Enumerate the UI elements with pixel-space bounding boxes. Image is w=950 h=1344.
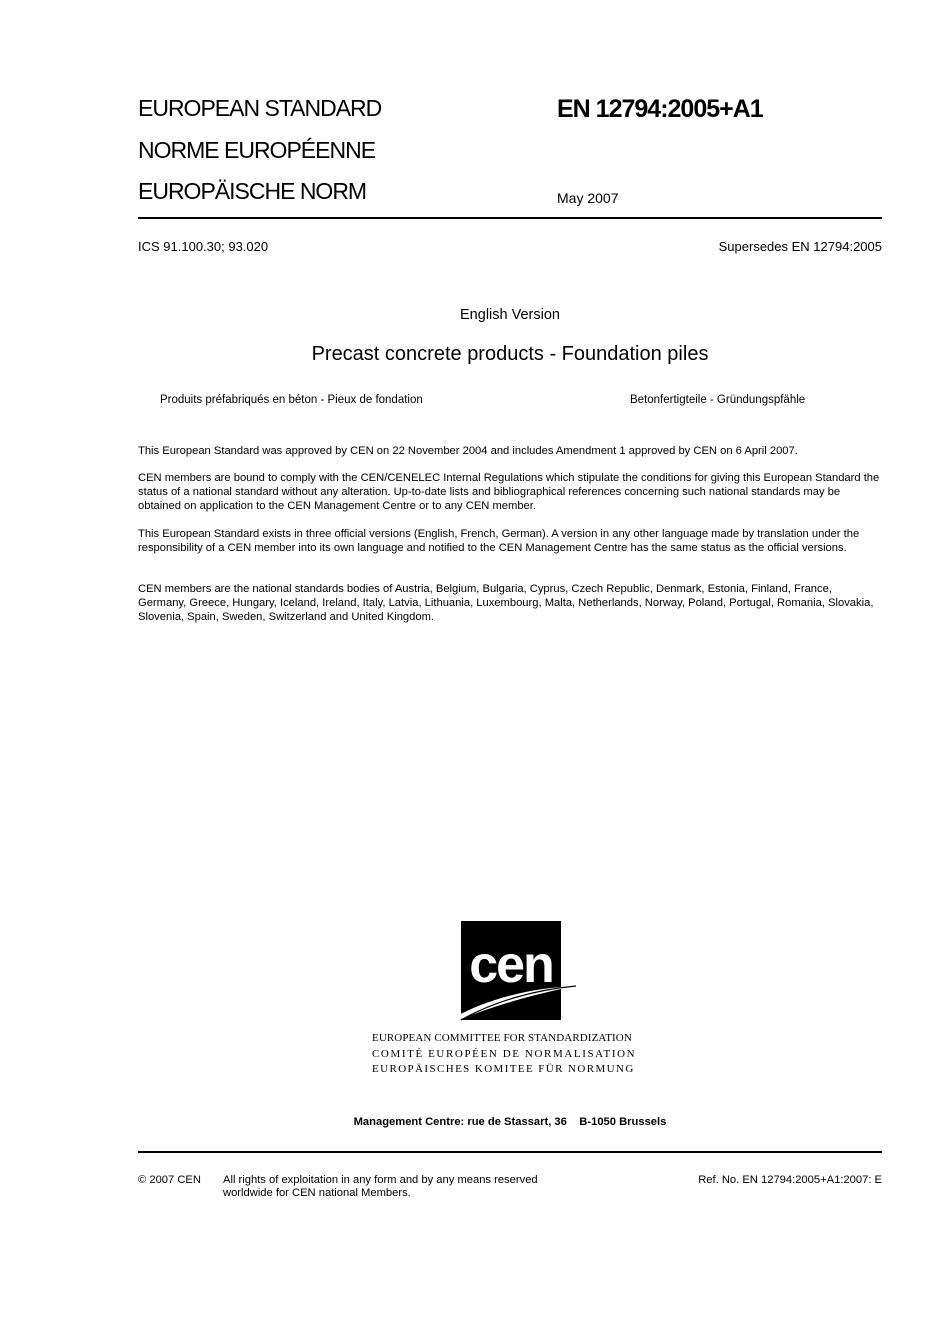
cen-logo-text: cen — [469, 936, 553, 994]
standard-title-fr: NORME EUROPÉENNE — [138, 137, 376, 163]
standard-title-en: EUROPEAN STANDARD — [138, 95, 382, 121]
ics-code: ICS 91.100.30; 93.020 — [138, 239, 269, 254]
publication-date: May 2007 — [557, 190, 619, 206]
rights-line-2: worldwide for CEN national Members. — [223, 1187, 411, 1199]
version-label: English Version — [460, 307, 560, 323]
document-title-de: Betonfertigteile - Gründungspfähle — [630, 394, 806, 406]
footer-divider — [138, 1151, 882, 1153]
cen-name-en: EUROPEAN COMMITTEE FOR STANDARDIZATION — [372, 1032, 632, 1044]
reference-number: Ref. No. EN 12794:2005+A1:2007: E — [698, 1174, 882, 1186]
document-title: Precast concrete products - Foundation piles — [311, 343, 709, 365]
cen-name-fr: COMITÉ EUROPÉEN DE NORMALISATION — [372, 1048, 637, 1060]
management-centre-address: Management Centre: rue de Stassart, 36 B-1050 Brussels — [353, 1116, 667, 1128]
document-title-fr: Produits préfabriqués en béton - Pieux de fondation — [160, 394, 423, 406]
copyright: © 2007 CEN — [138, 1174, 201, 1186]
cen-logo-graphic — [448, 920, 578, 1022]
rights-notice — [223, 1174, 538, 1200]
approval-paragraph: This European Standard was approved by CEN on 22 November 2004 and includes Amendment 1 approved by CEN on 6 April 2007. — [138, 445, 798, 457]
cen-logo — [448, 920, 578, 1027]
cen-name-de: EUROPÄISCHES KOMITEE FÜR NORMUNG — [372, 1063, 635, 1075]
header-divider — [138, 217, 882, 219]
document-number: EN 12794:2005+A1 — [557, 95, 763, 123]
versions-paragraph: This European Standard exists in three official versions (English, French, German). A version in any other language made by translation under the responsibility of a CEN member into its own language and notified to the CEN Management Centre has the same status as the official versions. — [138, 528, 860, 554]
compliance-paragraph: CEN members are bound to comply with the CEN/CENELEC Internal Regulations which stipulate the conditions for giving this European Standard the status of a national standard without any alteration. Up-to-date lists and bibliographical references concerning such national standards may be obtained on application to the CEN Management Centre or to any CEN member. — [138, 472, 880, 512]
standard-title-de: EUROPÄISCHE NORM — [138, 178, 367, 204]
supersedes-note: Supersedes EN 12794:2005 — [718, 239, 882, 254]
rights-line-1: All rights of exploitation in any form and by any means reserved — [223, 1174, 538, 1186]
members-paragraph: CEN members are the national standards bodies of Austria, Belgium, Bulgaria, Cyprus, Czech Republic, Denmark, Estonia, Finland, France, Germany, Greece, Hungary, Iceland, Ireland, Italy, Latvia, Lithuania, Luxembourg, Malta, Netherlands, Norway, Poland, Portugal, Romania, Slovakia, Slovenia, Spain, Sweden, Switzerland and United Kingdom. — [138, 583, 874, 623]
